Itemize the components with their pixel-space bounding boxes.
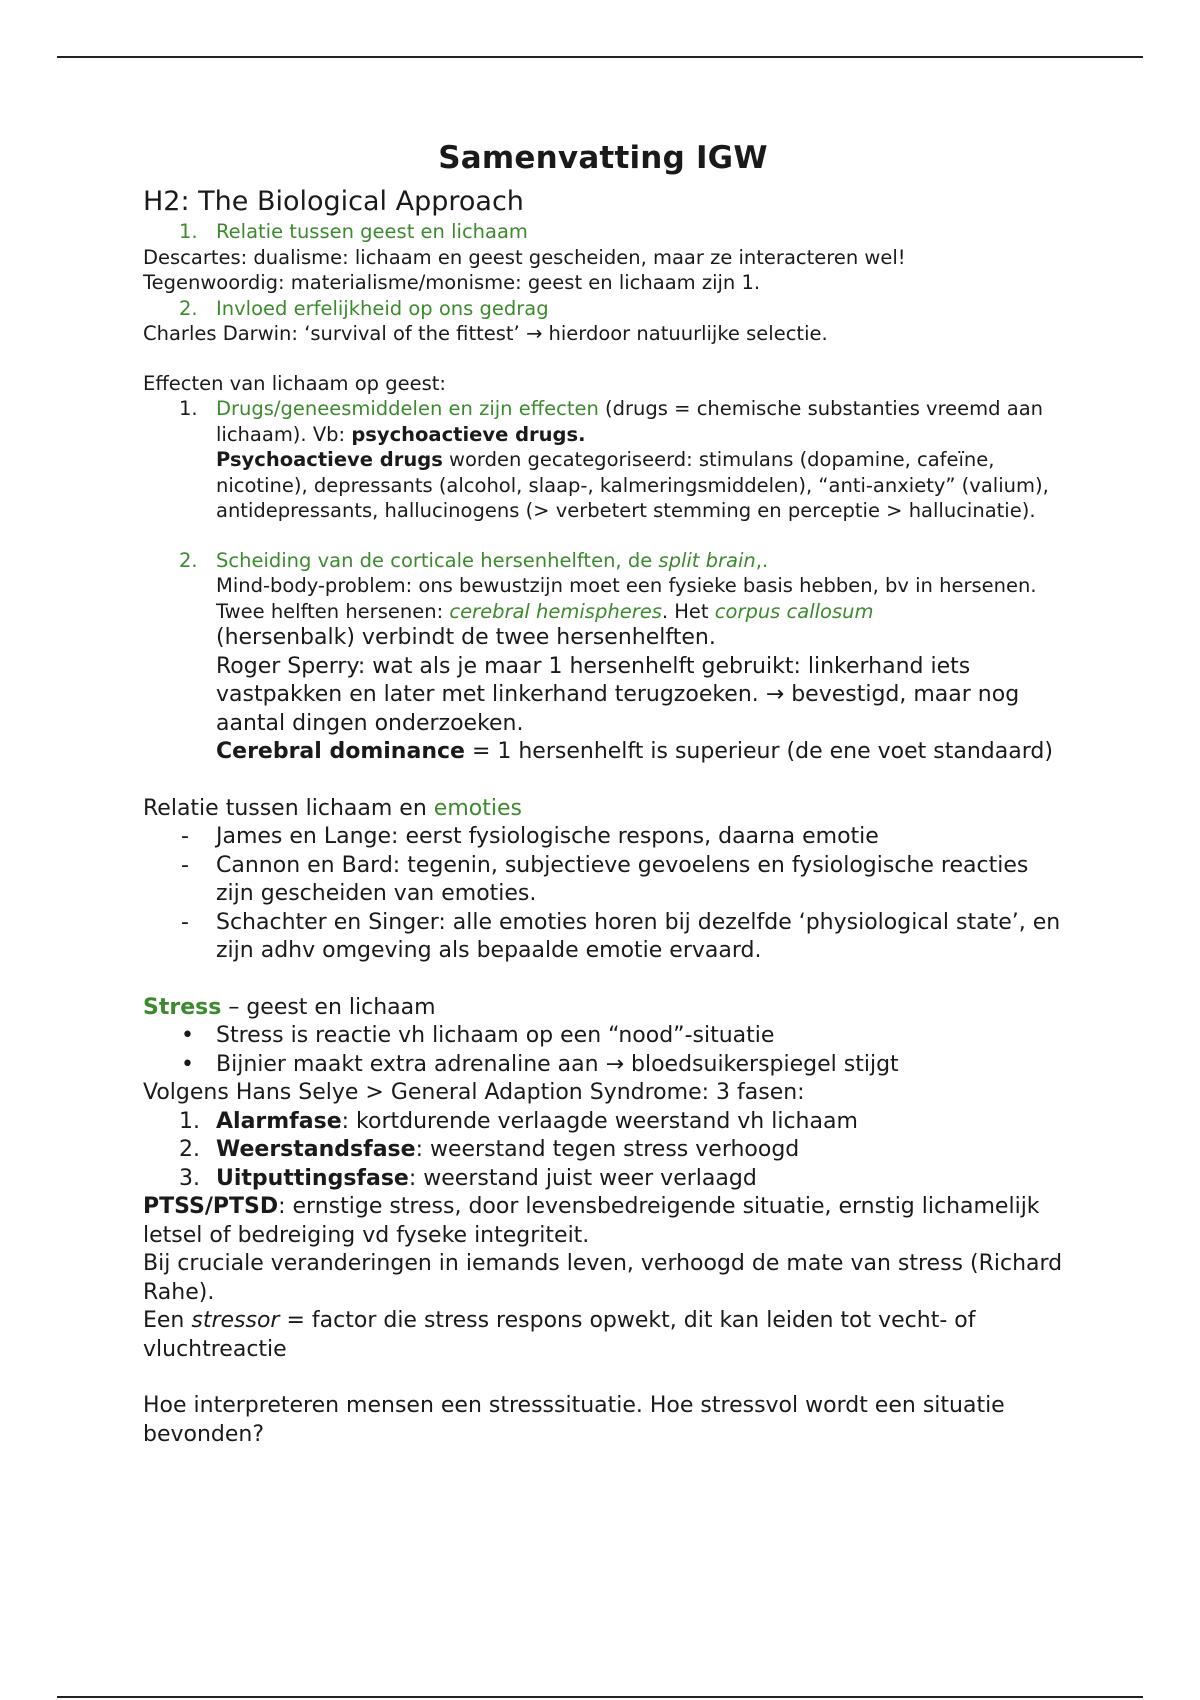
dash-marker: - (181, 824, 189, 849)
subheading: Scheiding van de corticale hersenhelften, de split brain,. (216, 548, 769, 572)
list-item (143, 296, 1063, 322)
chapter-heading: H2: The Biological Approach (143, 186, 524, 217)
list-item (143, 219, 1063, 245)
list-item: • Bijnier maakt extra adrenaline aan → bloedsuikerspiegel stijgt (143, 1051, 1063, 1080)
bullet-marker: • (181, 1051, 194, 1077)
bullet-marker: • (181, 1023, 194, 1048)
section-intro (143, 219, 1063, 624)
list-item (143, 396, 1063, 447)
paragraph: Roger Sperry: wat als je maar 1 hersenhelft gebruikt: linkerhand iets vastpakken en later met linkerhand terugzoeken. → bevestigd, maar nog aantal dingen onderzoeken. (216, 653, 1020, 736)
term: corpus callosum (714, 599, 874, 623)
list-item: - Cannon en Bard: tegenin, subjectieve gevoelens en fysiologische reacties zijn gescheiden van emoties. (181, 852, 1029, 906)
paragraph: Effecten van lichaam op geest: (143, 371, 446, 395)
paragraph: Hoe interpreteren mensen een stresssituatie. Hoe stressvol wordt een situatie bevonden? (143, 1393, 1005, 1447)
section-heading: Relatie tussen lichaam en emoties (143, 795, 522, 821)
paragraph: Cerebral dominance = 1 hersenhelft is superieur (de ene voet standaard) (216, 739, 1053, 764)
list-number: 1. (179, 397, 198, 420)
paragraph: Descartes: dualisme: lichaam en geest gescheiden, maar ze interacteren wel! (143, 245, 906, 269)
section-main (143, 624, 1063, 1449)
paragraph: Een stressor = factor die stress respons opwekt, dit kan leiden tot vecht- of vluchtreactie (143, 1308, 976, 1362)
list-item: 3. Uitputtingsfase: weerstand juist weer verlaagd (179, 1165, 757, 1191)
dash-marker: - (181, 852, 189, 878)
paragraph: Volgens Hans Selye > General Adaption Syndrome: 3 fasen: (143, 1080, 805, 1105)
paragraph: Mind-body-problem: ons bewustzijn moet een fysieke basis hebben, bv in hersenen. (216, 574, 1037, 597)
paragraph: Twee helften hersenen: cerebral hemispheres. Het corpus callosum (216, 599, 874, 623)
paragraph: Bij cruciale veranderingen in iemands leven, verhoogd de mate van stress (Richard Rahe). (143, 1251, 1063, 1305)
paragraph: Charles Darwin: ‘survival of the fittest’ → hierdoor natuurlijke selectie. (143, 322, 828, 345)
list-item: 1. Alarmfase: kortdurende verlaagde weerstand vh lichaam (179, 1108, 858, 1134)
text: (drugs = chemische substanties vreemd aan lichaam). Vb: (216, 397, 1043, 446)
paragraph: Tegenwoordig: materialisme/monisme: geest en lichaam zijn 1. (143, 271, 761, 294)
bottom-rule (57, 1696, 1143, 1698)
list-item: • Stress is reactie vh lichaam op een “nood”-situatie (143, 1022, 1063, 1051)
list-item (143, 548, 1063, 574)
dash-marker: - (181, 909, 189, 935)
section-heading: Stress – geest en lichaam (143, 994, 436, 1020)
bold-text: Psychoactieve drugs (216, 448, 443, 471)
list-item: - James en Lange: eerst fysiologische respons, daarna emotie (143, 823, 1063, 852)
paragraph (143, 447, 1063, 524)
list-number: 2. (179, 296, 198, 320)
document-body (143, 140, 1063, 1449)
top-rule (57, 56, 1143, 58)
subheading: Drugs/geneesmiddelen en zijn effecten (216, 397, 599, 420)
subheading: Relatie tussen geest en lichaam (216, 220, 528, 243)
term: cerebral hemispheres (449, 599, 662, 623)
list-item: - Schachter en Singer: alle emoties horen bij dezelfde ‘physiological state’, en zijn adhv omgeving als bepaalde emotie ervaard. (181, 909, 1061, 963)
list-number: 2. (179, 548, 198, 572)
paragraph: PTSS/PTSD: ernstige stress, door levensbedreigende situatie, ernstig lichamelijk letsel of bedreiging vd fyseke integriteit. (143, 1194, 1040, 1248)
bold-text: Cerebral dominance (216, 739, 465, 764)
paragraph: (hersenbalk) verbindt de twee hersenhelften. (216, 625, 716, 650)
document-title: Samenvatting IGW (438, 140, 768, 176)
list-number: 1. (179, 220, 198, 243)
bold-text: psychoactieve drugs. (351, 422, 586, 446)
subheading: Invloed erfelijkheid op ons gedrag (216, 296, 549, 320)
text: worden gecategoriseerd: stimulans (dopamine, cafeïne, nicotine), depressants (alcohol, slaap-, kalmeringsmiddelen), “anti-anxiety” (valium), antidepressants, hallucinogens (> verbetert stemming en perceptie > hallucinatie). (216, 448, 1049, 522)
list-item: 2. Weerstandsfase: weerstand tegen stress verhoogd (179, 1137, 800, 1162)
